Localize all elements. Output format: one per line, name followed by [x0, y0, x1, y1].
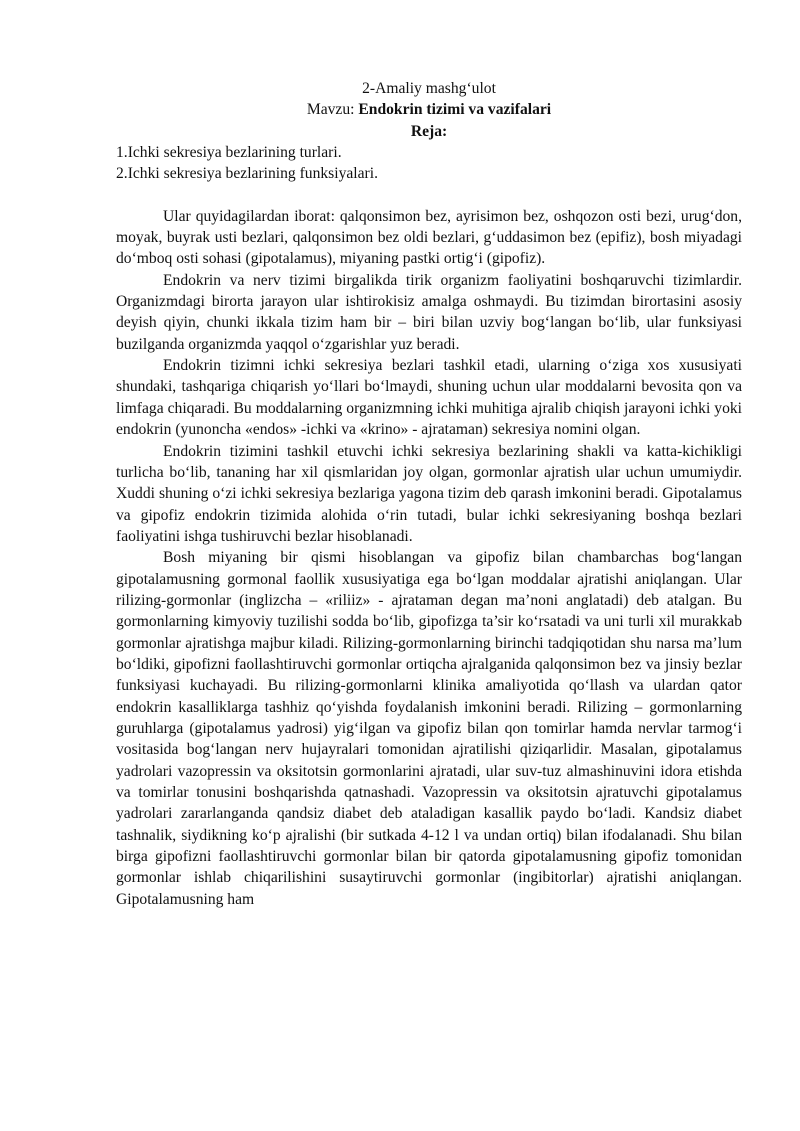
lesson-number: 2-Amaliy mashg‘ulot	[362, 80, 496, 97]
paragraph-3: Endokrin tizimni ichki sekresiya bezlari tashkil etadi, ularning o‘ziga xos xususiyati shundaki, tashqariga chiqarish yo‘llari bo‘lmaydi, shuning uchun ular moddalarni bevosita qon va limfaga chiqaradi. Bu moddalarning organizmning ichki muhitiga ajralib chiqish jarayoni ichki yoki endokrin (yunoncha «endos» -ichki va «krino» - ajrataman) sekresiya nomini olgan.	[116, 357, 742, 439]
plan-label: Reja:	[410, 122, 448, 140]
document-page	[116, 78, 742, 910]
topic-title: Endokrin tizimi va vazifalari	[358, 101, 552, 119]
plan-item-2: 2.Ichki sekresiya bezlarining funksiyalari.	[116, 165, 378, 183]
paragraph-4: Endokrin tizimini tashkil etuvchi ichki sekresiya bezlarining shakli va katta-kichikligi turlicha bo‘lib, tananing har xil qismlaridan joy olgan, gormonlar ajratish ular uchun umumiydir. Xuddi shuning o‘zi ichki sekresiya bezlariga yagona tizim deb qarash imkonini beradi. Gipotalamus va gipofiz endokrin tizimida alohida o‘rin tutadi, bular ichki sekresiyaning boshqa bezlari faoliyatini ishga tushiruvchi bezlar hisoblanadi.	[116, 442, 742, 545]
paragraph-5: Bosh miyaning bir qismi hisoblangan va gipofiz bilan chambarchas bog‘langan gipotalamusning gormonal faollik xususiyatiga ega bo‘lgan moddalar ajratishi aniqlangan. Ular rilizing-gormonlar (inglizcha – «riliiz» - ajrataman degan ma’noni anglatadi) deb atalgan. Bu gormonlarning kimyoviy tuzilishi sodda bo‘lib, gipofizga ta’sir ko‘rsatadi va uni turli xil murakkab gormonlar ajratishga majbur kiladi. Rilizing-gormonlarning birinchi tadqiqotidan shu narsa ma’lum bo‘ldiki, gipofizni faollashtiruvchi gormonlar ortiqcha ajralganida qalqonsimon bez va jinsiy bezlar funksiyasi kuchayadi. Bu rilizing-gormonlarni klinika amaliyotida qo‘llash va ulardan qator endokrin kasalliklarga tashhiz qo‘yishda foydalanish imkonini beradi. Rilizing – gormonlarning guruhlarga (gipotalamus yadrosi) yig‘ilgan va gipofiz bilan qon tomirlar hamda nervlar tarmog‘i vositasida bog‘langan nerv hujayralari tomonidan ajratilishi qiziqarlidir. Masalan, gipotalamus yadrolari vazopressin va oksitotsin gormonlarini ajratadi, ular suv-tuz almashinuvini idora etishda va tomirlar tonusini boshqarishda qatnashadi. Vazopressin va oksitotsin ajratuvchi gipotalamus yadrolari zararlanganda qandsiz diabet deb ataladigan kasallik paydo bo‘ladi. Kandsiz diabet tashnalik, siydikning ko‘p ajralishi (bir sutkada 4-12 l va undan ortiq) bilan ifodalanadi. Shu bilan birga gipofizni faollashtiruvchi gormonlar bilan bir qatorda gipotalamusning gipofiz tomonidan gormonlar ishlab chiqarilishini susaytiruvchi gormonlar (ingibitorlar) ajratishi aniqlangan. Gipotalamusning ham	[116, 549, 742, 908]
plan-heading	[116, 121, 742, 142]
topic-prefix: Mavzu:	[306, 101, 359, 119]
paragraph-2: Endokrin va nerv tizimi birgalikda tirik organizm faoliyatini boshqaruvchi tizimlardir. Organizmdagi birorta jarayon ular ishtirokisiz amalga oshmaydi. Bu tizimdan birortasini asosiy deyish qiyin, chunki ikkala tizim ham bir – biri bilan uzviy bog‘langan bo‘lib, ular funksiyasi buzilganda organizmda yaqqol o‘zgarishlar yuz beradi.	[116, 271, 742, 353]
paragraph-1: Ular quyidagilardan iborat: qalqonsimon bez, ayrisimon bez, oshqozon osti bezi, urug‘don, moyak, buyrak usti bezlari, qalqonsimon bez oldi bezlari, g‘uddasimon bez (epifiz), bosh miyadagi do‘mboq osti sohasi (gipotalamus), miyaning pastki ortig‘i (gipofiz).	[116, 207, 742, 268]
plan-item-1: 1.Ichki sekresiya bezlarining turlari.	[116, 144, 342, 162]
topic-line	[116, 99, 742, 120]
spacer	[116, 185, 742, 206]
